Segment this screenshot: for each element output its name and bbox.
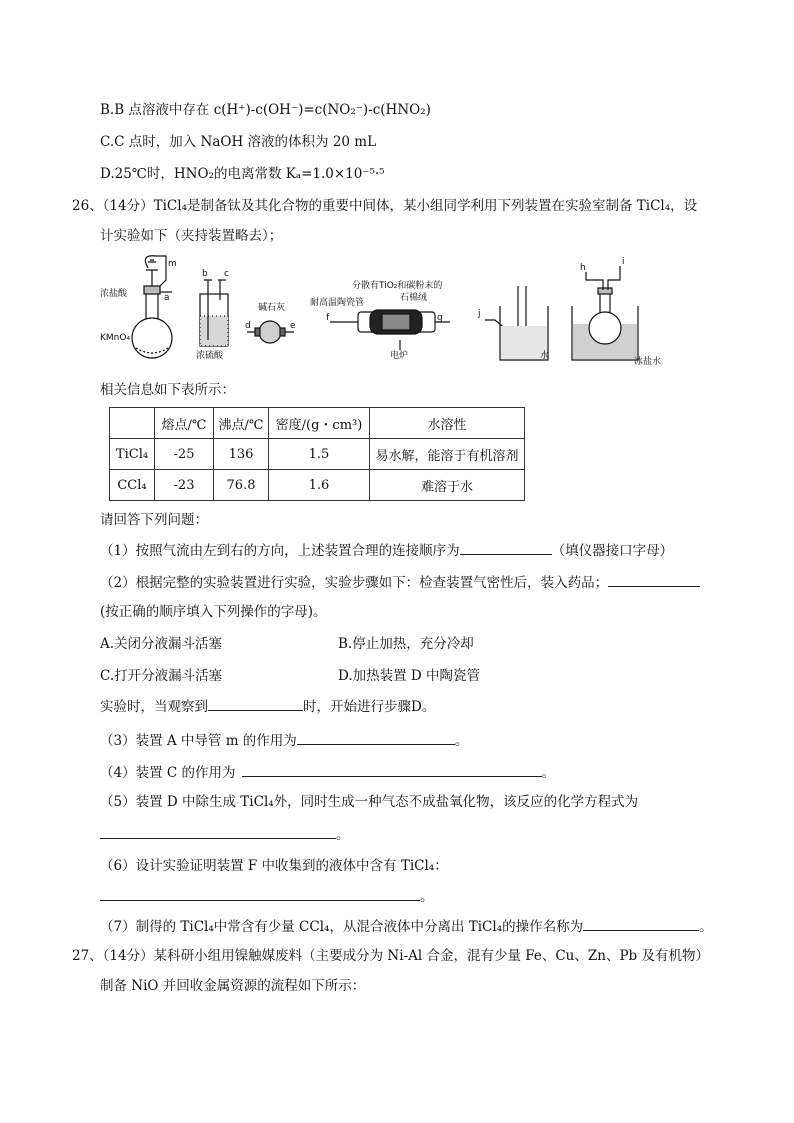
period: 。 — [336, 827, 350, 843]
question-6-answer — [100, 886, 434, 907]
properties-table — [109, 407, 525, 501]
option-c-line: C.C 点时，加入 NaOH 溶液的体积为 20 mL — [100, 134, 377, 150]
label-asbestos: 石棉绒 — [400, 293, 428, 303]
question-7-text: （7）制得的 TiCl₄中常含有少量 CCl₄，从混合液体中分离出 TiCl₄的操作名称为 — [100, 919, 584, 935]
flask-f — [589, 312, 621, 344]
apparatus-diagram — [100, 250, 700, 370]
option-b: B.停止加热，充分冷却 — [338, 636, 474, 652]
label-h: h — [580, 263, 586, 273]
table-header-cell: 沸点/℃ — [214, 408, 269, 439]
option-a: A.关闭分液漏斗活塞 — [100, 636, 223, 652]
answer-blank-5[interactable] — [100, 824, 336, 839]
label-m: m — [168, 259, 177, 269]
label-g: g — [437, 313, 443, 323]
flask-a-neck — [146, 292, 158, 319]
question-2-text: （2）根据完整的实验装置进行实验，实验步骤如下：检查装置气密性后，装入药品； — [100, 575, 609, 591]
label-conc-h2so4: 浓硫酸 — [196, 351, 224, 361]
label-soda-lime: 碱石灰 — [258, 303, 286, 313]
answer-blank-2[interactable] — [608, 572, 700, 587]
drying-bulb — [259, 321, 281, 343]
table-cell: 1.6 — [269, 470, 370, 501]
period: 。 — [541, 765, 556, 781]
question-2-instruction: (按正确的顺序填入下列操作的字母)。 — [100, 604, 327, 620]
question-1-hint: （填仪器接口字母） — [551, 543, 674, 559]
question-5-answer — [100, 824, 350, 845]
question-26-stem-cont: 计实验如下（夹持装置略去）； — [100, 228, 283, 244]
label-d: d — [245, 321, 251, 331]
table-cell: CCl₄ — [110, 470, 155, 501]
label-ice-salt-water: 冰盐水 — [634, 357, 662, 367]
period: 。 — [420, 889, 434, 905]
table-cell: TiCl₄ — [110, 439, 155, 470]
question-27-stem: 27、（14分）某科研小组用镍触媒废料（主要成分为 Ni-Al 合金，混有少量 Fe、Cu、Zn、Pb 及有机物） — [72, 948, 709, 964]
label-c: c — [224, 269, 229, 279]
observation-text: 实验时，当观察到 — [100, 699, 208, 715]
table-cell: 136 — [214, 439, 269, 470]
question-2 — [100, 572, 700, 593]
answer-blank-3[interactable] — [297, 730, 455, 745]
question-27-stem-cont: 制备 NiO 并回收金属资源的流程如下所示： — [100, 978, 366, 994]
question-4 — [100, 762, 555, 783]
stopper-a — [144, 286, 160, 294]
question-6: （6）设计实验证明装置 F 中收集到的液体中含有 TiCl₄： — [100, 858, 448, 874]
label-j: j — [478, 309, 481, 319]
table-header-cell: 熔点/℃ — [155, 408, 214, 439]
label-dispersed: 分散有TiO₂和碳粉末的 — [352, 281, 443, 291]
table-header-cell: 水溶性 — [370, 408, 525, 439]
answer-blank-6[interactable] — [100, 886, 420, 901]
period: 。 — [454, 733, 469, 749]
table-cell: 76.8 — [214, 470, 269, 501]
table-cell: 1.5 — [269, 439, 370, 470]
label-furnace: 电炉 — [390, 351, 409, 361]
table-cell: 难溶于水 — [370, 470, 525, 501]
label-water: 水 — [540, 351, 550, 361]
observation-line — [100, 696, 435, 717]
answer-blank-observe[interactable] — [208, 696, 303, 711]
ask-line: 请回答下列问题： — [100, 512, 208, 528]
period: 。 — [699, 919, 713, 935]
table-header-cell: 密度/(g・cm³) — [269, 408, 370, 439]
table-row — [110, 439, 525, 470]
label-a: a — [164, 293, 170, 303]
table-cell: -25 — [155, 439, 214, 470]
question-1-text: （1）按照气流由左到右的方向，上述装置合理的连接顺序为 — [100, 543, 460, 559]
table-header-row — [110, 408, 525, 439]
answer-blank-1[interactable] — [460, 540, 552, 555]
table-header-cell — [110, 408, 155, 439]
label-b: b — [202, 269, 208, 279]
option-c: C.打开分液漏斗活塞 — [100, 668, 223, 684]
tube-m — [145, 256, 166, 286]
question-5: （5）装置 D 中除生成 TiCl₄外，同时生成一种气态不成盐氧化物，该反应的化学方程式为 — [100, 794, 639, 810]
answer-blank-7[interactable] — [583, 916, 699, 931]
question-1 — [100, 540, 673, 561]
option-b-line: B.B 点溶液中存在 c(H⁺)-c(OH⁻)=c(NO₂⁻)-c(HNO₂) — [100, 102, 431, 118]
label-e: e — [290, 321, 296, 331]
option-d-line: D.25℃时，HNO₂的电离常数 Kₐ=1.0×10⁻⁵·⁵ — [100, 166, 385, 182]
table-row — [110, 470, 525, 501]
label-conc-hcl: 浓盐酸 — [100, 289, 128, 299]
label-porcelain-tube: 耐高温陶瓷管 — [310, 298, 365, 308]
label-f: f — [326, 313, 330, 323]
flask-a — [132, 318, 172, 358]
option-d: D.加热装置 D 中陶瓷管 — [338, 668, 481, 684]
label-kmno4: KMnO₄ — [100, 333, 131, 343]
table-cell: -23 — [155, 470, 214, 501]
funnel-a — [146, 260, 158, 286]
question-3-text: （3）装置 A 中导管 m 的作用为 — [100, 733, 297, 749]
label-i: i — [622, 257, 625, 267]
table-cell: 易水解，能溶于有机溶剂 — [370, 439, 525, 470]
question-26-stem: 26、（14分）TiCl₄是制备钛及其化合物的重要中间体，某小组同学利用下列装置在实验室制备 TiCl₄，设 — [72, 198, 698, 214]
answer-blank-4[interactable] — [242, 762, 542, 777]
observation-text-end: 时，开始进行步骤D。 — [303, 699, 436, 715]
info-line: 相关信息如下表所示： — [100, 382, 235, 398]
question-3 — [100, 730, 468, 751]
question-4-text: （4）装置 C 的作用为 — [100, 765, 236, 781]
question-7 — [100, 916, 713, 937]
